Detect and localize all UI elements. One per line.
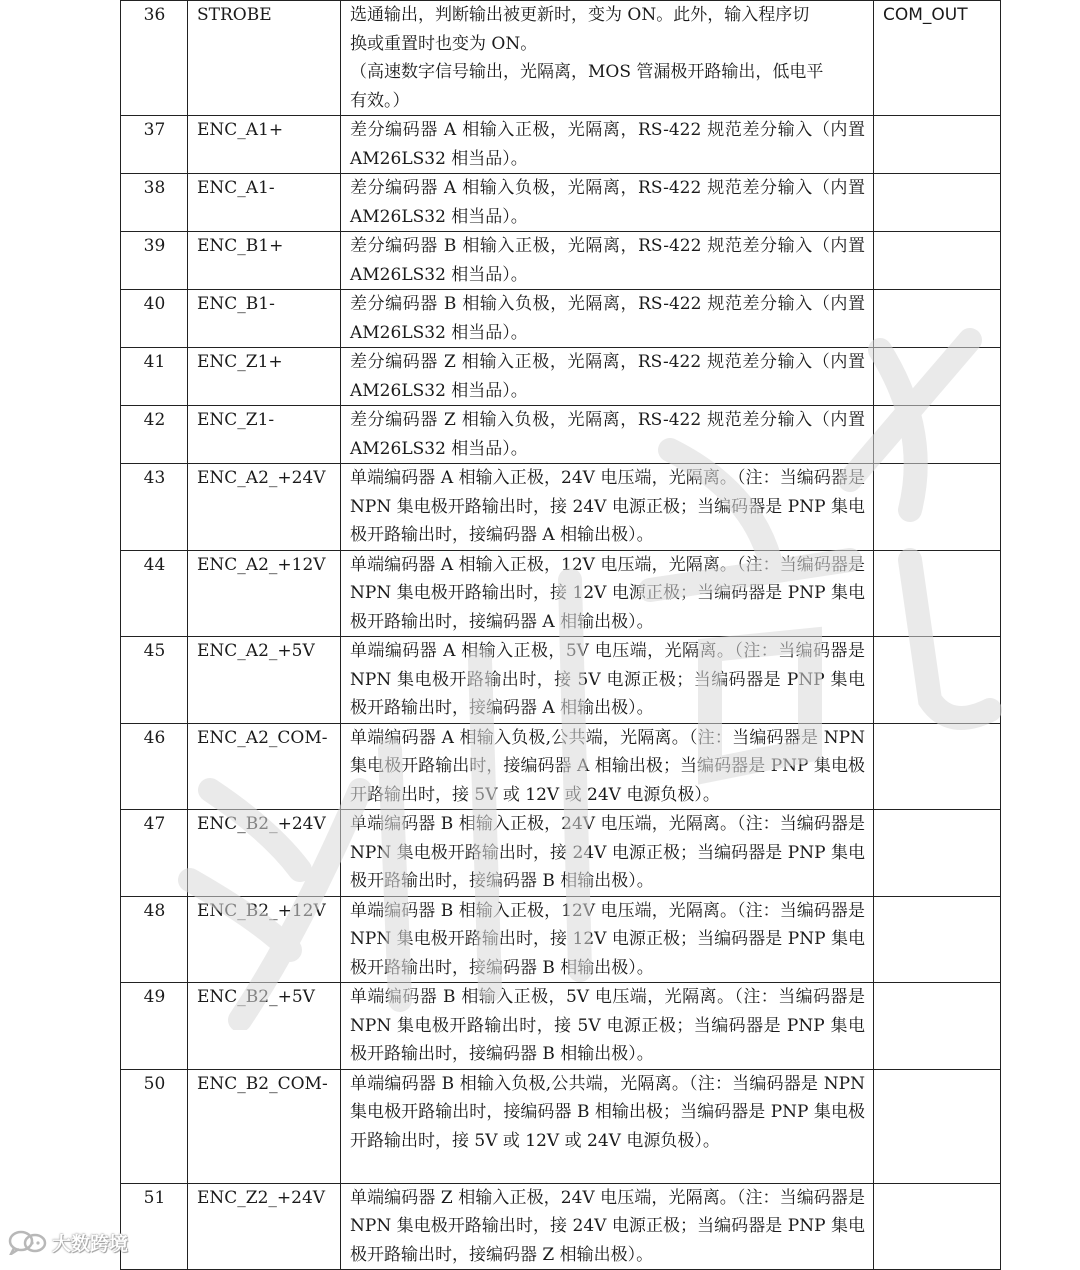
description-cell [341,232,874,290]
signal-name-cell: ENC_Z1+ [188,348,341,406]
table-row [121,810,1001,897]
table-row [121,290,1001,348]
table-row [121,348,1001,406]
pin-number-cell: 45 [121,637,188,724]
description-paragraph: 差分编码器 B 相输入负极，光隔离，RS-422 规范差分输入（内置 AM26LS32 相当品）。 [350,294,865,343]
signal-name-cell: ENC_B1- [188,290,341,348]
table-row [121,232,1001,290]
group-cell [874,550,1001,637]
description-paragraph: 差分编码器 A 相输入负极，光隔离，RS-422 规范差分输入（内置 AM26LS32 相当品）。 [350,178,865,227]
description-paragraph: 差分编码器 Z 相输入正极，光隔离，RS-422 规范差分输入（内置 AM26LS32 相当品）。 [350,352,865,401]
pin-number-cell: 41 [121,348,188,406]
signal-name-cell: ENC_B2_+12V [188,896,341,983]
signal-name-cell: ENC_B2_+24V [188,810,341,897]
group-cell [874,896,1001,983]
description-cell [341,810,874,897]
description-paragraph: 单端编码器 B 相输入正极，24V 电压端，光隔离。（注：当编码器是 NPN 集电极开路输出时，接 24V 电源正极；当编码器是 PNP 集电极开路输出时，接编码器 B 相输出极）。 [350,814,865,891]
pin-number-cell: 36 [121,1,188,116]
table-row [121,1,1001,116]
signal-name-cell: ENC_A2_+24V [188,464,341,551]
group-cell [874,290,1001,348]
chat-bubbles-icon [8,1229,48,1255]
description-cell [341,1183,874,1270]
pin-number-cell: 49 [121,983,188,1070]
signal-name-cell: ENC_B1+ [188,232,341,290]
signal-name-cell: ENC_A2_+5V [188,637,341,724]
description-cell [341,637,874,724]
description-paragraph: 单端编码器 B 相输入正极，12V 电压端，光隔离。（注：当编码器是 NPN 集电极开路输出时，接 12V 电源正极；当编码器是 PNP 集电极开路输出时，接编码器 B 相输出极）。 [350,900,865,978]
description-cell [341,896,874,983]
description-paragraph: 单端编码器 A 相输入负极,公共端，光隔离。（注：当编码器是 NPN 集电极开路输出时，接编码器 A 相输出极；当编码器是 PNP 集电极开路输出时，接 5V 或 12V 或 24V 电源负极）。 [350,727,865,805]
pin-number-cell: 46 [121,723,188,810]
table-row [121,1183,1001,1270]
group-cell: COM_OUT [874,1,1001,116]
group-cell [874,810,1001,897]
pin-table-body [121,1,1001,1270]
signal-name-cell: ENC_A1+ [188,116,341,174]
signal-name-cell: ENC_B2_+5V [188,983,341,1070]
pin-number-cell: 51 [121,1183,188,1270]
group-cell [874,1183,1001,1270]
group-cell [874,464,1001,551]
group-cell [874,723,1001,810]
table-row [121,983,1001,1070]
pin-number-cell: 47 [121,810,188,897]
group-cell [874,406,1001,464]
signal-name-cell: ENC_Z1- [188,406,341,464]
group-cell [874,116,1001,174]
description-cell [341,723,874,810]
description-paragraph: 单端编码器 A 相输入正极，12V 电压端，光隔离。（注：当编码器是 NPN 集电极开路输出时，接 12V 电源正极；当编码器是 PNP 集电极开路输出时，接编码器 A 相输出极）。 [350,554,865,632]
description-cell [341,348,874,406]
description-paragraph: 单端编码器 B 相输入负极,公共端，光隔离。（注：当编码器是 NPN 集电极开路输出时，接编码器 B 相输出极；当编码器是 PNP 集电极开路输出时，接 5V 或 12V 或 24V 电源负极）。 [350,1073,865,1151]
description-paragraph: 单端编码器 A 相输入正极，24V 电压端，光隔离。（注：当编码器是 NPN 集电极开路输出时，接 24V 电源正极；当编码器是 PNP 集电极开路输出时，接编码器 A 相输出极）。 [350,468,865,545]
description-cell [341,1069,874,1183]
description-cell [341,464,874,551]
pin-number-cell: 48 [121,896,188,983]
description-paragraph: 单端编码器 Z 相输入正极，24V 电压端，光隔离。（注：当编码器是 NPN 集电极开路输出时，接 24V 电源正极；当编码器是 PNP 集电极开路输出时，接编码器 Z 相输出极）。 [350,1187,865,1265]
table-row [121,464,1001,551]
group-cell [874,1069,1001,1183]
table-row [121,723,1001,810]
group-cell [874,348,1001,406]
signal-name-cell: STROBE [188,1,341,116]
table-row [121,896,1001,983]
description-paragraph: 差分编码器 A 相输入正极，光隔离，RS-422 规范差分输入（内置 AM26LS32 相当品）。 [350,120,865,169]
description-cell [341,406,874,464]
signal-name-cell: ENC_A1- [188,174,341,232]
signal-name-cell: ENC_A2_+12V [188,550,341,637]
pin-number-cell: 42 [121,406,188,464]
pin-number-cell: 39 [121,232,188,290]
table-row [121,406,1001,464]
signal-name-cell: ENC_A2_COM- [188,723,341,810]
description-cell [341,550,874,637]
pin-number-cell: 37 [121,116,188,174]
pin-number-cell: 38 [121,174,188,232]
table-row [121,116,1001,174]
description-paragraph: 单端编码器 B 相输入正极，5V 电压端，光隔离。（注：当编码器是 NPN 集电极开路输出时，接 5V 电源正极；当编码器是 PNP 集电极开路输出时，接编码器 B 相输出极）。 [350,987,865,1064]
description-cell [341,1,874,116]
group-cell [874,174,1001,232]
description-cell [341,290,874,348]
group-cell [874,983,1001,1070]
description-cell [341,116,874,174]
table-row [121,637,1001,724]
group-cell [874,232,1001,290]
pin-number-cell: 40 [121,290,188,348]
description-paragraph: 差分编码器 B 相输入正极，光隔离，RS-422 规范差分输入（内置 AM26LS32 相当品）。 [350,236,865,285]
pin-definition-table [120,0,1001,1270]
signal-name-cell: ENC_Z2_+24V [188,1183,341,1270]
pin-number-cell: 50 [121,1069,188,1183]
pin-number-cell: 43 [121,464,188,551]
description-paragraph: 单端编码器 A 相输入正极，5V 电压端，光隔离。（注：当编码器是 NPN 集电极开路输出时，接 5V 电源正极；当编码器是 PNP 集电极开路输出时，接编码器 A 相输出极）。 [350,641,865,718]
description-paragraph: 差分编码器 Z 相输入负极，光隔离，RS-422 规范差分输入（内置 AM26LS32 相当品）。 [350,410,865,459]
footer-logo [8,1226,128,1258]
description-cell [341,174,874,232]
table-row [121,1069,1001,1183]
group-cell [874,637,1001,724]
description-paragraph: （高速数字信号输出，光隔离，MOS 管漏极开路输出，低电平 有效。） [350,62,824,111]
signal-name-cell: ENC_B2_COM- [188,1069,341,1183]
pin-number-cell: 44 [121,550,188,637]
description-paragraph: 选通输出，判断输出被更新时，变为 ON。此外，输入程序切 换或重置时也变为 ON。 [350,5,810,54]
table-row [121,550,1001,637]
footer-logo-text: 大数跨境 [52,1232,129,1255]
table-row [121,174,1001,232]
description-cell [341,983,874,1070]
